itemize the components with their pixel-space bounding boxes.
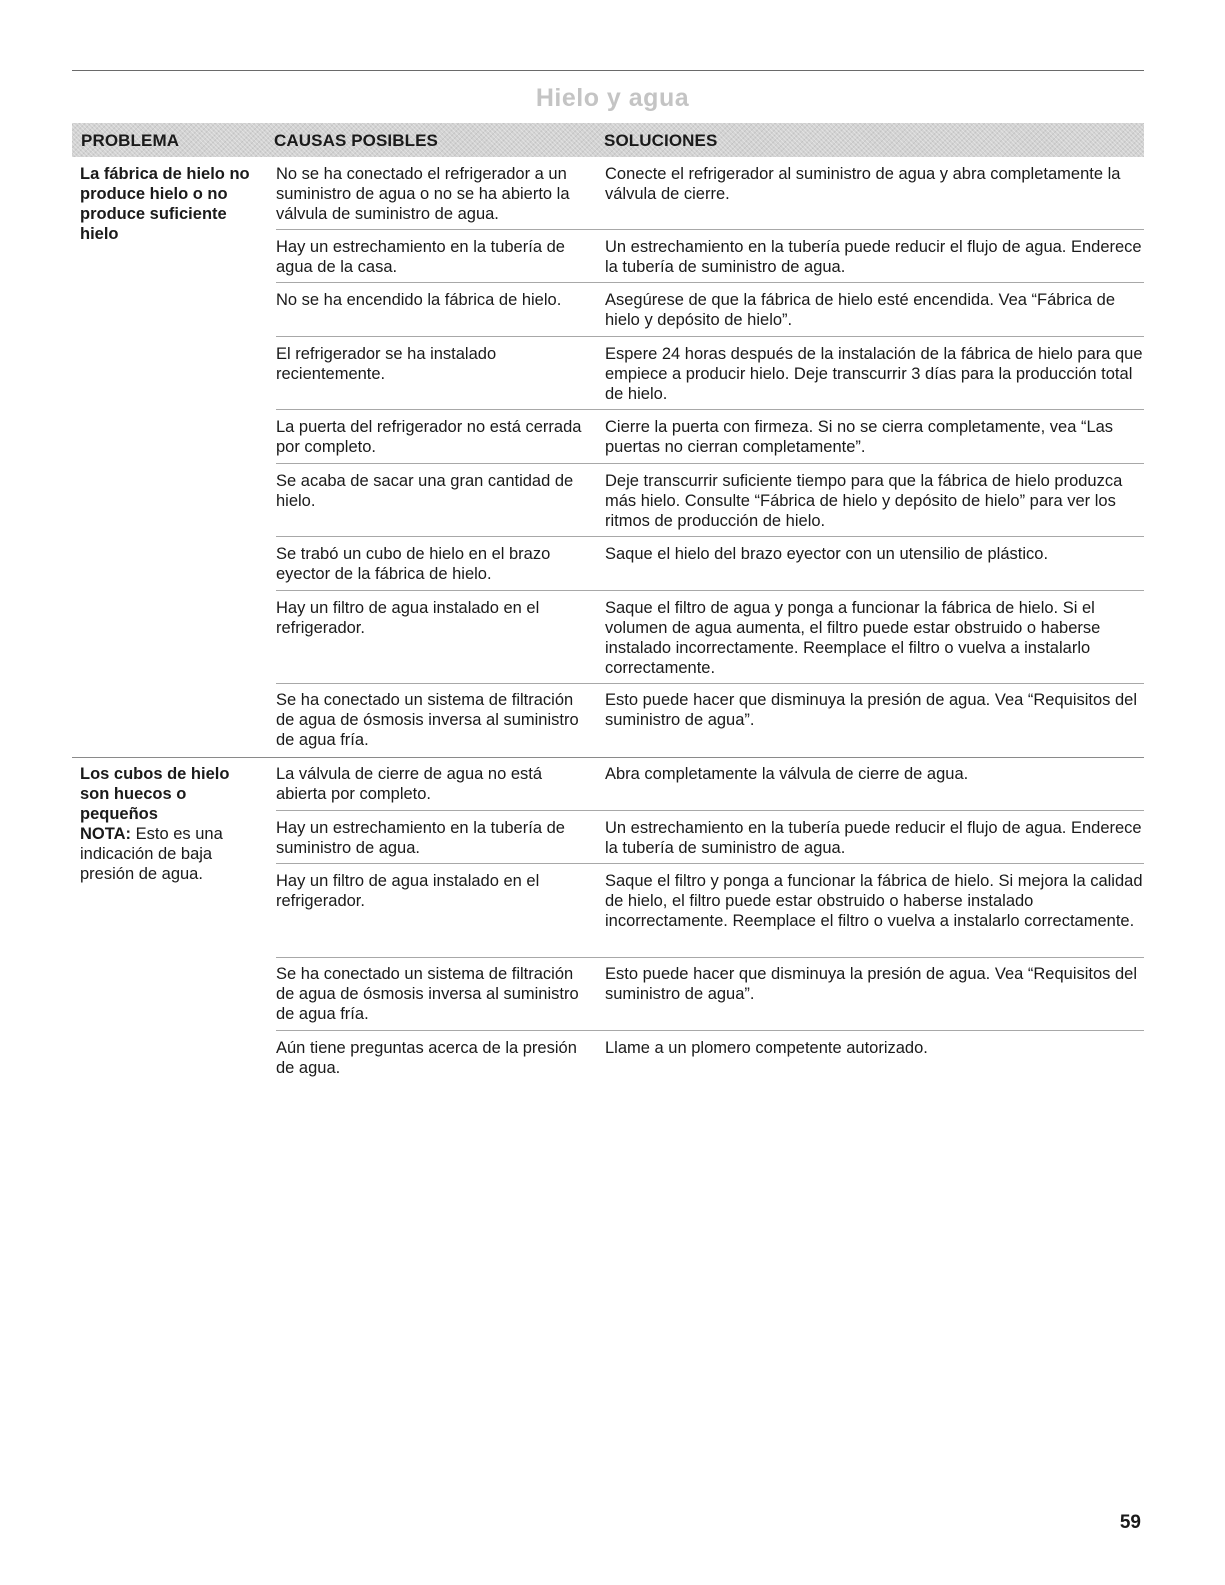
row-divider	[276, 957, 1144, 958]
solution-text: Saque el filtro y ponga a funcionar la fábrica de hielo. Si mejora la calidad de hielo, el filtro puede estar obstruido o haberse instalado incorrectamente. Reemplace el filtro o vuelva a instalarlo correctamente.	[605, 872, 1143, 930]
solution-text: Abra completamente la válvula de cierre de agua.	[605, 765, 969, 783]
cause-text: No se ha encendido la fábrica de hielo.	[276, 291, 562, 309]
problem-title: La fábrica de hielo no produce hielo o no produce suficiente hielo	[80, 165, 250, 243]
page-number: 59	[1119, 1512, 1141, 1533]
row-divider	[276, 282, 1144, 283]
cause-text: Aún tiene preguntas acerca de la presión de agua.	[276, 1039, 577, 1077]
cause-text: El refrigerador se ha instalado recientemente.	[276, 345, 497, 383]
note-label: NOTA:	[80, 825, 132, 843]
solution-text: Conecte el refrigerador al suministro de agua y abra completamente la válvula de cierre.	[605, 165, 1121, 203]
cause-text: Se trabó un cubo de hielo en el brazo eyector de la fábrica de hielo.	[276, 545, 551, 583]
table-header	[72, 123, 1144, 157]
row-divider	[276, 229, 1144, 230]
row-divider	[276, 1030, 1144, 1031]
solution-text: Asegúrese de que la fábrica de hielo esté encendida. Vea “Fábrica de hielo y depósito de hielo”.	[605, 291, 1116, 329]
group-divider	[72, 757, 1144, 758]
cause-text: Hay un filtro de agua instalado en el refrigerador.	[276, 872, 540, 910]
cause-text: La puerta del refrigerador no está cerrada por completo.	[276, 418, 582, 456]
row-divider	[276, 463, 1144, 464]
cause-text: Se ha conectado un sistema de filtración de agua de ósmosis inversa al suministro de agua fría.	[276, 691, 579, 749]
note-text: Esto es una indicación de baja presión de agua.	[80, 825, 223, 883]
problem-cell	[80, 764, 260, 884]
row-divider	[276, 409, 1144, 410]
cause-text: Se ha conectado un sistema de filtración de agua de ósmosis inversa al suministro de agua fría.	[276, 965, 579, 1023]
solution-text: Un estrechamiento en la tubería puede reducir el flujo de agua. Enderece la tubería de suministro de agua.	[605, 819, 1142, 857]
problem-cell	[80, 164, 260, 244]
solution-text: Un estrechamiento en la tubería puede reducir el flujo de agua. Enderece la tubería de suministro de agua.	[605, 238, 1142, 276]
problem-title: Los cubos de hielo son huecos o pequeños	[80, 765, 230, 823]
cause-text: No se ha conectado el refrigerador a un suministro de agua o no se ha abierto la válvula de suministro de agua.	[276, 165, 570, 223]
cause-text: La válvula de cierre de agua no está abierta por completo.	[276, 765, 543, 803]
row-divider	[276, 536, 1144, 537]
solution-text: Esto puede hacer que disminuya la presión de agua. Vea “Requisitos del suministro de agua”.	[605, 965, 1138, 1003]
cause-text: Hay un estrechamiento en la tubería de suministro de agua.	[276, 819, 565, 857]
row-divider	[276, 863, 1144, 864]
solution-text: Saque el filtro de agua y ponga a funcionar la fábrica de hielo. Si el volumen de agua aumenta, el filtro puede estar obstruido o haberse instalado incorrectamente. Reemplace el filtro o vuelva a instalarlo correctamente.	[605, 599, 1101, 677]
solution-text: Llame a un plomero competente autorizado.	[605, 1039, 928, 1057]
top-rule	[72, 70, 1144, 71]
row-divider	[276, 683, 1144, 684]
row-divider	[276, 810, 1144, 811]
solution-text: Saque el hielo del brazo eyector con un utensilio de plástico.	[605, 545, 1049, 563]
solution-text: Espere 24 horas después de la instalación de la fábrica de hielo para que empiece a producir hielo. Deje transcurrir 3 días para la producción total de hielo.	[605, 345, 1143, 403]
header-causes: CAUSAS POSIBLES	[274, 131, 438, 150]
solution-text: Esto puede hacer que disminuya la presión de agua. Vea “Requisitos del suministro de agua”.	[605, 691, 1138, 729]
row-divider	[276, 336, 1144, 337]
solution-text: Deje transcurrir suficiente tiempo para que la fábrica de hielo produzca más hielo. Consulte “Fábrica de hielo y depósito de hielo” para ver los ritmos de producción de hielo.	[605, 472, 1123, 530]
header-problem: PROBLEMA	[81, 131, 180, 150]
cause-text: Se acaba de sacar una gran cantidad de hielo.	[276, 472, 574, 510]
header-solutions: SOLUCIONES	[604, 131, 718, 150]
solution-text: Cierre la puerta con firmeza. Si no se cierra completamente, vea “Las puertas no cierran completamente”.	[605, 418, 1114, 456]
cause-text: Hay un filtro de agua instalado en el refrigerador.	[276, 599, 540, 637]
row-divider	[276, 590, 1144, 591]
section-title: Hielo y agua	[535, 84, 690, 112]
cause-text: Hay un estrechamiento en la tubería de agua de la casa.	[276, 238, 565, 276]
